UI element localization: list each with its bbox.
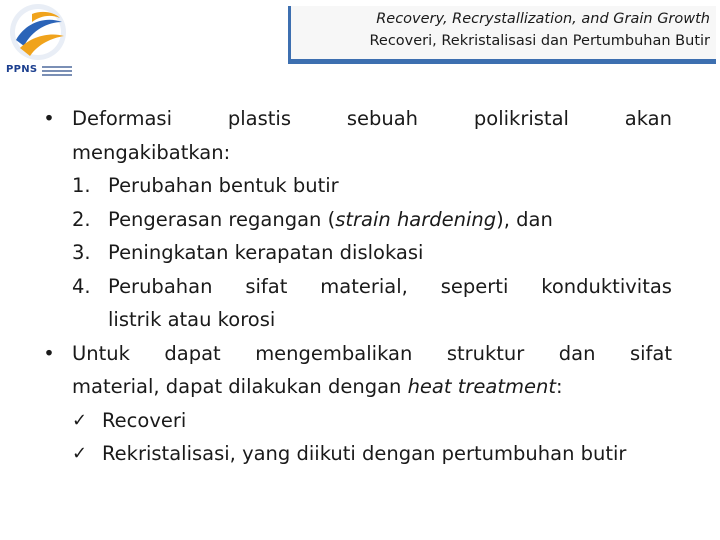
item-text-emphasis: strain hardening bbox=[335, 207, 497, 231]
item-number: 3. bbox=[72, 241, 91, 264]
word: plastis bbox=[227, 107, 291, 130]
word: mengembalikan bbox=[255, 341, 413, 365]
word: Perubahan bbox=[108, 274, 213, 298]
logo-subtitle-lines bbox=[42, 66, 72, 78]
title-indonesian: Recoveri, Rekristalisasi dan Pertumbuhan Butir bbox=[369, 33, 710, 49]
bullet-item bbox=[40, 102, 672, 337]
word: akan bbox=[624, 107, 672, 130]
word: konduktivitas bbox=[541, 274, 672, 298]
bullet-text: : bbox=[555, 375, 563, 398]
bullet-mark: • bbox=[43, 107, 55, 130]
numbered-item bbox=[72, 236, 672, 270]
check-item bbox=[72, 437, 672, 471]
item-text: Perubahan bentuk butir bbox=[108, 174, 339, 197]
bullet-line bbox=[72, 337, 672, 371]
word: material, bbox=[320, 274, 408, 298]
item-number: 4. bbox=[72, 274, 91, 298]
bullet-line bbox=[72, 370, 672, 404]
check-text: Rekristalisasi, yang diikuti dengan pertumbuhan butir bbox=[102, 442, 627, 465]
item-text: Peningkatan kerapatan dislokasi bbox=[108, 241, 424, 264]
word: dan bbox=[558, 341, 596, 365]
word: sifat bbox=[245, 274, 288, 298]
item-number: 2. bbox=[72, 207, 91, 231]
item-line: listrik atau korosi bbox=[108, 308, 276, 331]
numbered-item bbox=[72, 169, 672, 203]
item-text: ), dan bbox=[496, 207, 553, 231]
slide-content bbox=[40, 102, 672, 471]
title-english: Recovery, Recrystallization, and Grain Growth bbox=[376, 11, 710, 27]
item-text: Pengerasan regangan ( bbox=[108, 207, 336, 231]
word: sifat bbox=[629, 341, 672, 365]
word: struktur bbox=[446, 341, 525, 365]
bullet-item bbox=[40, 337, 672, 471]
check-item bbox=[72, 404, 672, 438]
item-line bbox=[108, 270, 672, 304]
bullet-mark: • bbox=[43, 341, 55, 365]
check-text: Recoveri bbox=[102, 408, 187, 432]
item-number: 1. bbox=[72, 174, 91, 197]
numbered-item bbox=[72, 270, 672, 337]
word: dapat bbox=[164, 341, 221, 365]
bullet-text-emphasis: heat treatment bbox=[407, 375, 556, 398]
slide-title-box bbox=[288, 6, 716, 64]
ppns-emblem-icon bbox=[2, 2, 78, 64]
logo-text: PPNS bbox=[6, 64, 38, 75]
checkmark-icon: ✓ bbox=[72, 409, 88, 431]
word: seperti bbox=[440, 274, 509, 298]
bullet-line bbox=[72, 102, 672, 136]
bullet-line: mengakibatkan: bbox=[72, 140, 231, 164]
word: sebuah bbox=[346, 107, 419, 130]
checkmark-icon: ✓ bbox=[72, 443, 88, 464]
numbered-item bbox=[72, 203, 672, 237]
ppns-logo bbox=[2, 2, 82, 80]
bullet-text: material, dapat dilakukan dengan bbox=[72, 375, 408, 398]
word: polikristal bbox=[473, 107, 569, 130]
word: Untuk bbox=[72, 341, 130, 365]
word: Deformasi bbox=[72, 107, 173, 130]
